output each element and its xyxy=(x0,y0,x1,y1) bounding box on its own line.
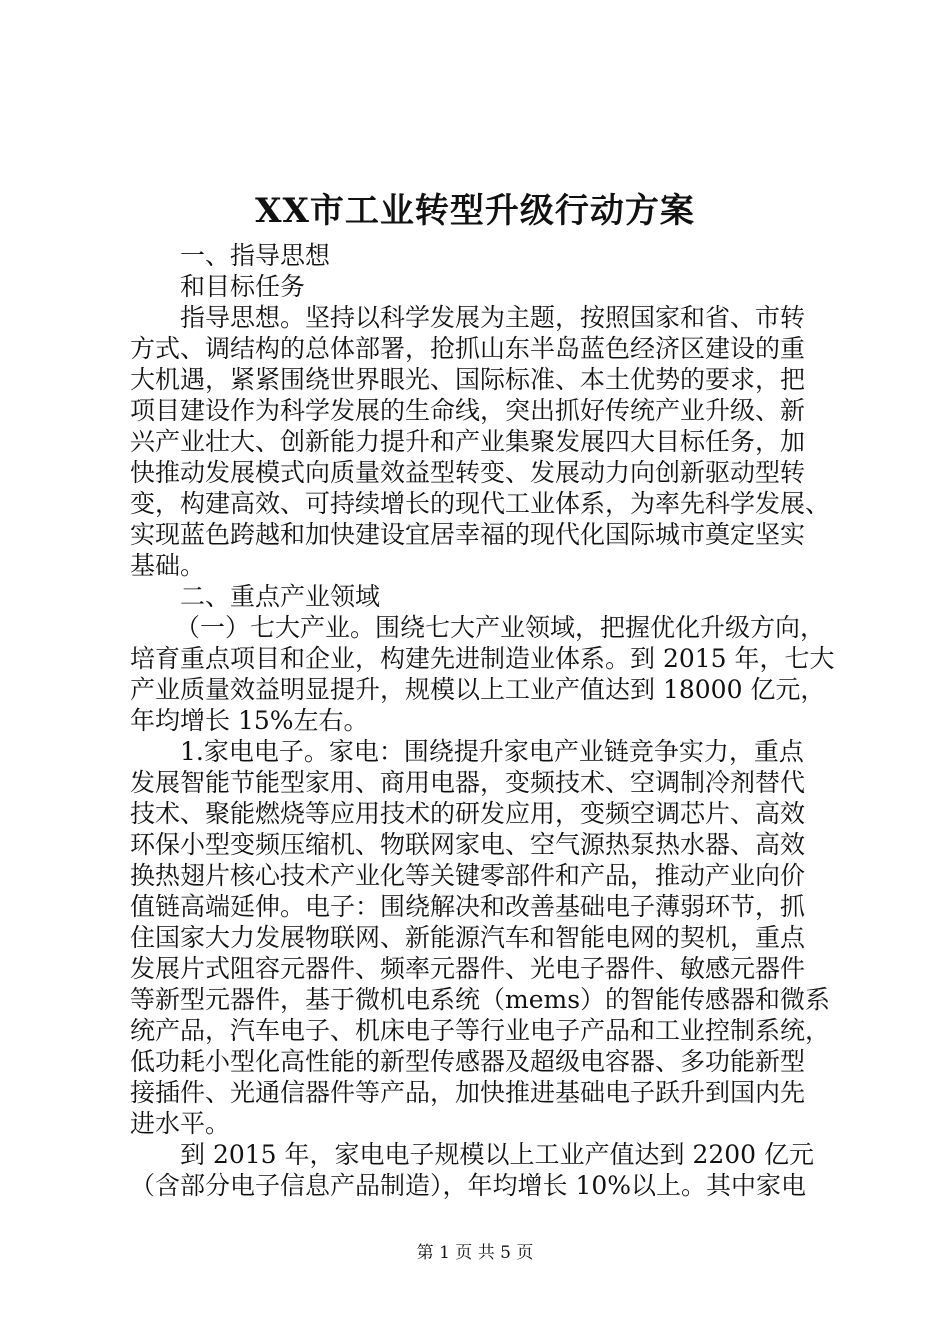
paragraph-line: 大机遇，紧紧围绕世界眼光、国际标准、本土优势的要求，把 xyxy=(130,365,806,394)
paragraph-line: （一）七大产业。围绕七大产业领域，把握优化升级方向， xyxy=(175,613,826,642)
paragraph-line: 环保小型变频压缩机、物联网家电、空气源热泵热水器、高效 xyxy=(130,830,806,859)
paragraph-line: 兴产业壮大、创新能力提升和产业集聚发展四大目标任务，加 xyxy=(130,427,806,456)
paragraph-line: 等新型元器件，基于微机电系统（mems）的智能传感器和微系 xyxy=(130,985,831,1014)
paragraph-line: 基础。 xyxy=(130,551,206,580)
paragraph-line: 换热翅片核心技术产业化等关键零部件和产品，推动产业向价 xyxy=(130,861,806,890)
paragraph-line: 变，构建高效、可持续增长的现代工业体系，为率先科学发展、 xyxy=(130,489,831,518)
paragraph-line: 进水平。 xyxy=(130,1109,231,1138)
section-heading: 二、重点产业领域 xyxy=(180,582,381,611)
paragraph-line: 技术、聚能燃烧等应用技术的研发应用，变频空调芯片、高效 xyxy=(130,799,806,828)
paragraph-line: 项目建设作为科学发展的生命线，突出抓好传统产业升级、新 xyxy=(130,396,806,425)
paragraph-line: 培育重点项目和企业，构建先进制造业体系。到 2015 年，七大 xyxy=(130,644,835,673)
paragraph-line: （含部分电子信息产品制造），年均增长 10%以上。其中家电 xyxy=(130,1171,807,1200)
paragraph-line: 住国家大力发展物联网、新能源汽车和智能电网的契机，重点 xyxy=(130,923,806,952)
paragraph-line: 实现蓝色跨越和加快建设宜居幸福的现代化国际城市奠定坚实 xyxy=(130,520,806,549)
document-body xyxy=(130,240,860,1201)
paragraph-line: 发展片式阻容元器件、频率元器件、光电子器件、敏感元器件 xyxy=(130,954,806,983)
section-heading: 一、指导思想 xyxy=(180,241,331,270)
paragraph-line: 方式、调结构的总体部署，抢抓山东半岛蓝色经济区建设的重 xyxy=(130,334,806,363)
page-number-footer: 第 1 页 共 5 页 xyxy=(416,1243,534,1263)
document-title: XX市工业转型升级行动方案 xyxy=(255,191,695,231)
paragraph-line: 1.家电电子。家电：围绕提升家电产业链竞争实力，重点 xyxy=(180,737,804,766)
paragraph-line: 值链高端延伸。电子：围绕解决和改善基础电子薄弱环节，抓 xyxy=(130,892,806,921)
paragraph-line: 统产品，汽车电子、机床电子等行业电子产品和工业控制系统， xyxy=(130,1016,831,1045)
paragraph-line: 指导思想。坚持以科学发展为主题，按照国家和省、市转 xyxy=(180,303,806,332)
paragraph-line: 发展智能节能型家用、商用电器，变频技术、空调制冷剂替代 xyxy=(130,768,806,797)
paragraph-line: 接插件、光通信器件等产品，加快推进基础电子跃升到国内先 xyxy=(130,1078,806,1107)
paragraph-line: 低功耗小型化高性能的新型传感器及超级电容器、多功能新型 xyxy=(130,1047,806,1076)
paragraph-line: 快推动发展模式向质量效益型转变、发展动力向创新驱动型转 xyxy=(130,458,806,487)
paragraph-line: 到 2015 年，家电电子规模以上工业产值达到 2200 亿元 xyxy=(180,1140,815,1169)
section-heading-continued: 和目标任务 xyxy=(180,272,306,301)
paragraph-line: 年均增长 15%左右。 xyxy=(130,706,369,735)
paragraph-line: 产业质量效益明显提升，规模以上工业产值达到 18000 亿元， xyxy=(130,675,826,704)
